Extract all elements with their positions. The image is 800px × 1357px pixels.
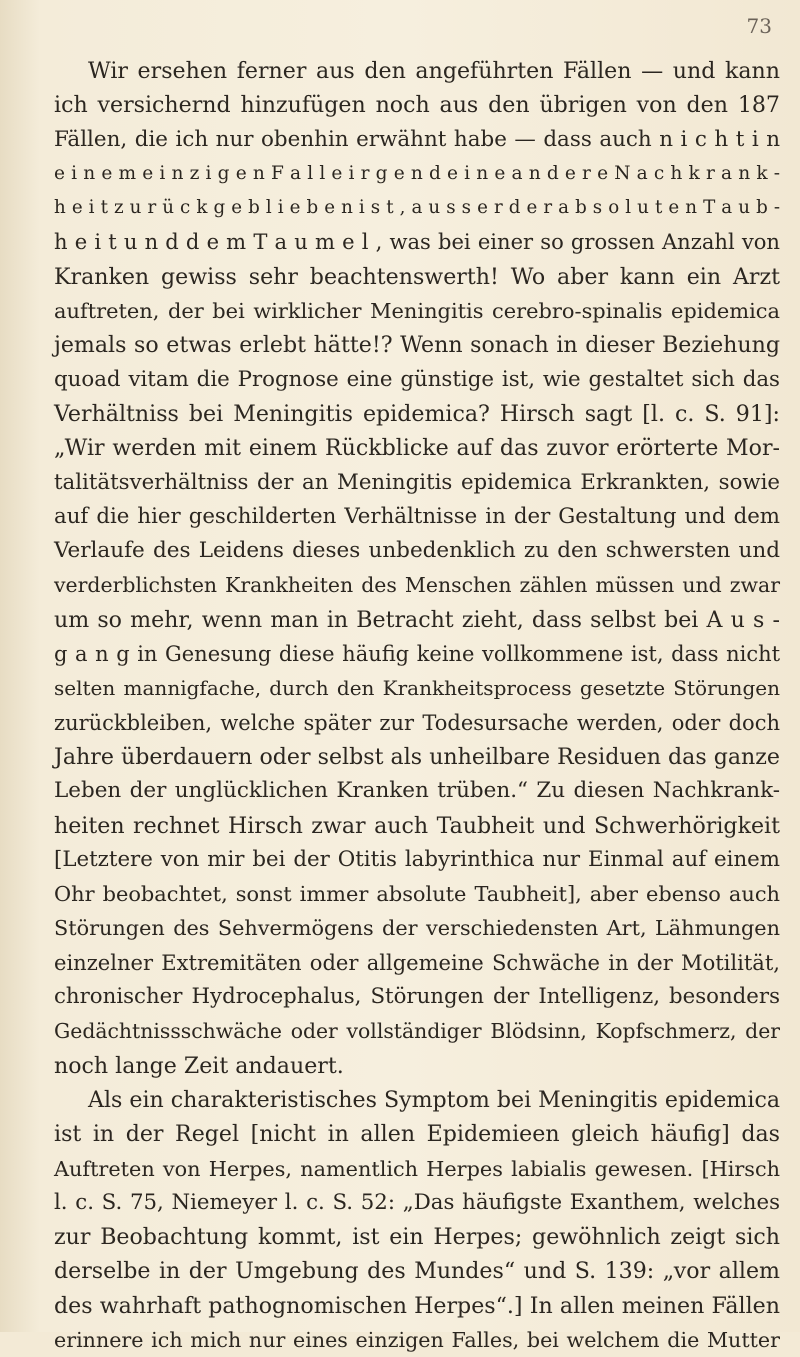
text-line: ich versichernd hinzufügen noch aus den übrigen von den 187 xyxy=(54,92,780,119)
text-line: einzelner Extremitäten oder allgemeine Schwäche in der Motilität, xyxy=(54,949,780,975)
text-line: um so mehr, wenn man in Betracht zieht, dass selbst bei A u s - xyxy=(54,606,780,633)
text-line: heiten rechnet Hirsch zwar auch Taubheit und Schwerhörigkeit xyxy=(54,812,780,839)
text-line: selten mannigfache, durch den Krankheitsprocess gesetzte Störungen xyxy=(54,676,780,701)
text-line: Auftreten von Herpes, namentlich Herpes labialis gewesen. [Hirsch xyxy=(54,1156,780,1181)
text-line: jemals so etwas erlebt hätte!? Wenn sonach in dieser Beziehung xyxy=(54,332,780,359)
text-line: zurückbleiben, welche später zur Todesursache werden, oder doch xyxy=(54,709,780,735)
text-line: verderblichsten Krankheiten des Menschen zählen müssen und zwar xyxy=(54,573,780,598)
text-line: des wahrhaft pathognomischen Herpes“.] In allen meinen Fällen xyxy=(54,1292,780,1319)
text-line: „Wir werden mit einem Rückblicke auf das zuvor erörterte Mor- xyxy=(54,435,780,462)
text-line: Gedächtnissschwäche oder vollständiger Blödsinn, Kopfschmerz, der xyxy=(54,1019,780,1044)
text-line: auftreten, der bei wirklicher Meningitis cerebro-spinalis epidemica xyxy=(54,299,780,324)
text-line: Jahre überdauern oder selbst als unheilbare Residuen das ganze xyxy=(54,743,780,770)
body-text xyxy=(54,54,780,1357)
text-line: [Letztere von mir bei der Otitis labyrinthica nur Einmal auf einem xyxy=(54,846,780,872)
text-line: noch lange Zeit andauert. xyxy=(54,1052,344,1079)
text-line: ist in der Regel [nicht in allen Epidemieen gleich häufig] das xyxy=(54,1121,780,1148)
text-line: Kranken gewiss sehr beachtenswerth! Wo aber kann ein Arzt xyxy=(54,263,780,290)
text-line: quoad vitam die Prognose eine günstige ist, wie gestaltet sich das xyxy=(54,366,780,392)
text-line: g a n g in Genesung diese häufig keine vollkommene ist, dass nicht xyxy=(54,642,780,667)
text-line: e i n e m e i n z i g e n F a l l e i r g e n d e i n e a n d e r e N a c h k r a n k - xyxy=(54,162,780,184)
page-number: 73 xyxy=(746,14,772,38)
text-line: zur Beobachtung kommt, ist ein Herpes; gewöhnlich zeigt sich xyxy=(54,1224,780,1251)
text-line: Fällen, die ich nur obenhin erwähnt habe — dass auch n i c h t i n xyxy=(54,126,780,152)
text-line: auf die hier geschilderten Verhältnisse in der Gestaltung und dem xyxy=(54,503,780,529)
text-line: Als ein charakteristisches Symptom bei Meningitis epidemica xyxy=(88,1086,780,1113)
text-line: Störungen des Sehvermögens der verschiedensten Art, Lähmungen xyxy=(54,916,780,941)
text-line: h e i t u n d d e m T a u m e l , was bei einer so grossen Anzahl von xyxy=(54,229,780,255)
text-line: Ohr beobachtet, sonst immer absolute Taubheit], aber ebenso auch xyxy=(54,882,780,907)
text-line: derselbe in der Umgebung des Mundes“ und S. 139: „vor allem xyxy=(54,1258,780,1285)
text-line: Verhältniss bei Meningitis epidemica? Hirsch sagt [l. c. S. 91]: xyxy=(54,400,780,427)
text-line: erinnere ich mich nur eines einzigen Falles, bei welchem die Mutter xyxy=(54,1327,780,1352)
text-line: Verlaufe des Leidens dieses unbedenklich zu den schwersten und xyxy=(54,538,780,564)
text-line: Leben der unglücklichen Kranken trüben.“ Zu diesen Nachkrank- xyxy=(54,778,780,804)
text-line: talitätsverhältniss der an Meningitis epidemica Erkrankten, sowie xyxy=(54,469,780,495)
text-line: h e i t z u r ü c k g e b l i e b e n i s t , a u s s e r d e r a b s o l u t e n T a u b - xyxy=(54,197,780,219)
text-line: l. c. S. 75, Niemeyer l. c. S. 52: „Das häufigste Exanthem, welches xyxy=(54,1189,780,1215)
text-line: chronischer Hydrocephalus, Störungen der Intelligenz, besonders xyxy=(54,984,780,1010)
text-line: Wir ersehen ferner aus den angeführten Fällen — und kann xyxy=(88,58,780,84)
